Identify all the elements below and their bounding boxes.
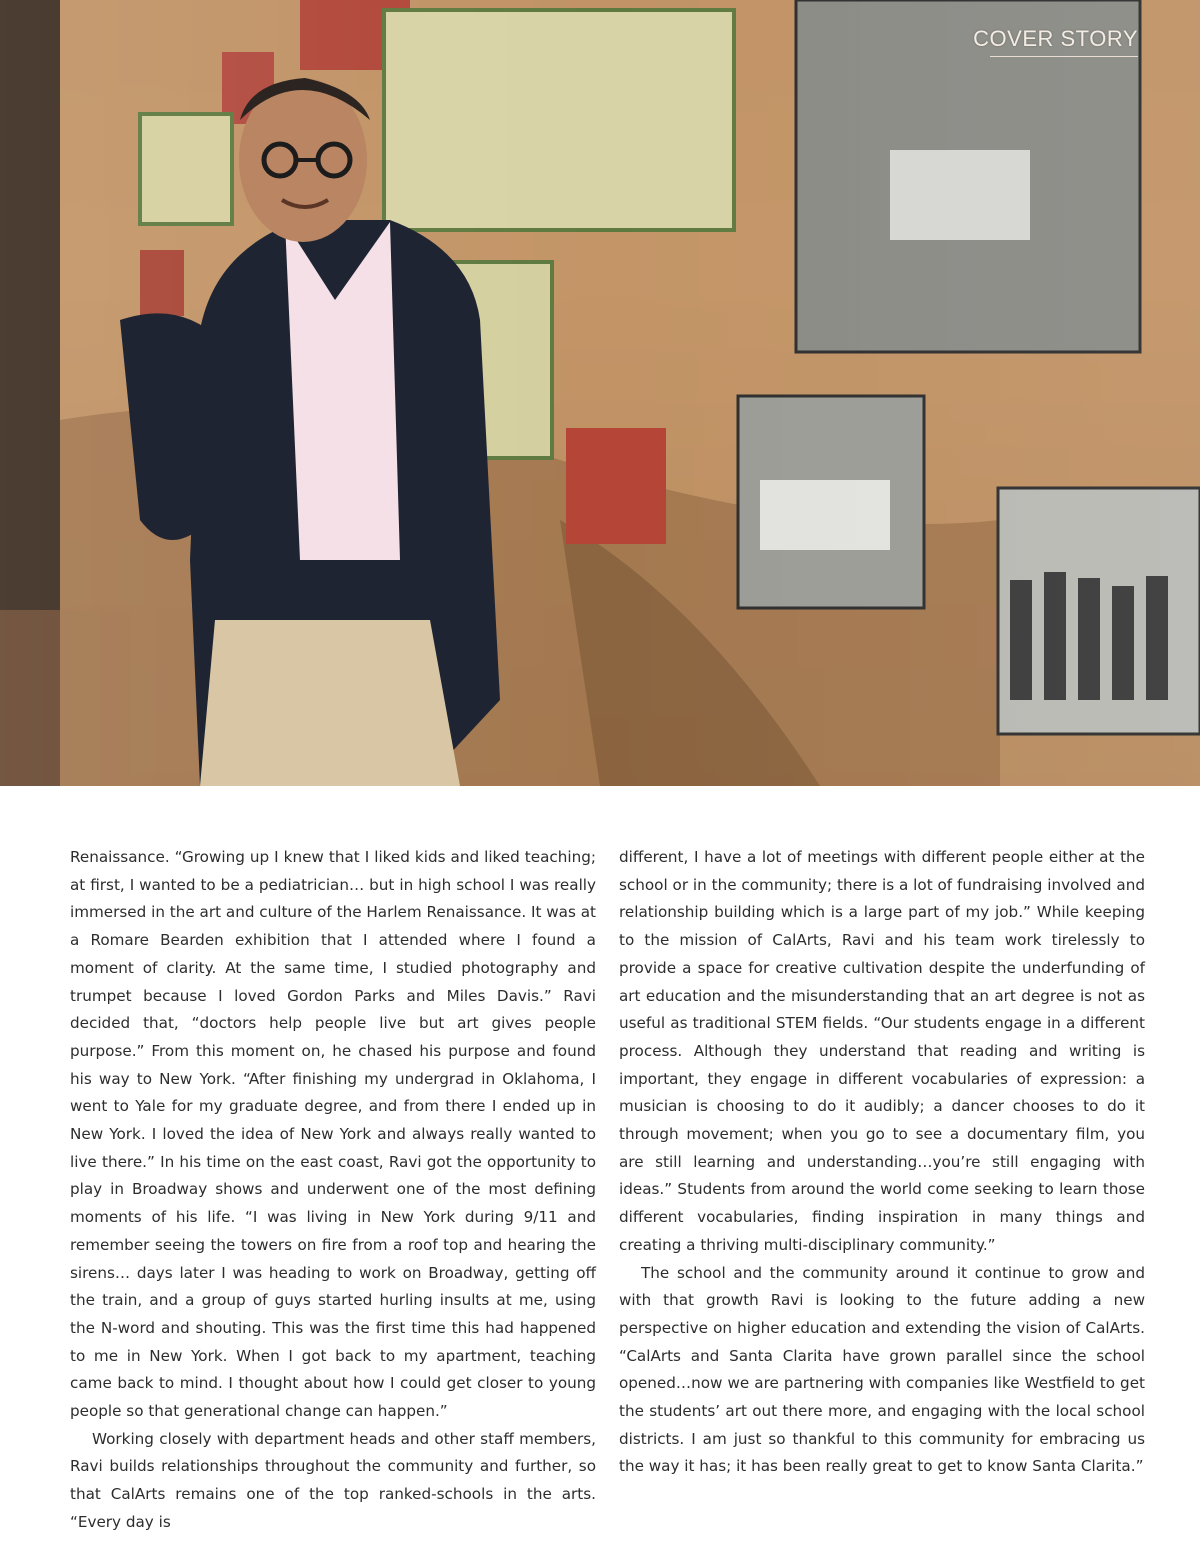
- article-paragraph: Working closely with department heads and other staff members, Ravi builds relationships throughout the community and further, so that CalArts remains one of the top ranked-schools in the arts. “Every day is: [70, 1429, 596, 1531]
- article-column-left: [70, 844, 596, 1537]
- article-paragraph: different, I have a lot of meetings with different people either at the school or in the community; there is a lot of fundraising involved and relationship building which is a large part of my job.” While keeping to the mission of CalArts, Ravi and his team work tirelessly to provide a space for creative cultivation despite the underfunding of art education and the misunderstanding that an art degree is not as useful as traditional STEM fields. “Our students engage in a different process. Although they understand that reading and writing is important, they engage in different vocabularies of expression: a musician is choosing to do it audibly; a dancer chooses to do it through movement; when you go to see a documentary film, you are still learning and understanding…you’re still engaging with ideas.” Students from around the world come seeking to learn those different vocabularies, finding inspiration in many things and creating a thriving multi-disciplinary community.”: [619, 848, 1145, 1254]
- article-paragraph: The school and the community around it continue to grow and with that growth Ravi is looking to the future adding a new perspective on higher education and extending the vision of CalArts. “CalArts and Santa Clarita have grown parallel since the school opened…now we are partnering with companies like Westfield to get the students’ art out there more, and engaging with the local school districts. I am just so thankful to this community for embracing us the way it has; it has been really great to get to know Santa Clarita.”: [619, 1263, 1145, 1476]
- article-paragraph: Renaissance. “Growing up I knew that I liked kids and liked teaching; at first, I wanted to be a pediatrician… but in high school I was really immersed in the art and culture of the Harlem Renaissance. It was at a Romare Bearden exhibition that I attended where I found a moment of clarity. At the same time, I studied photography and trumpet because I loved Gordon Parks and Miles Davis.” Ravi decided that, “doctors help people live but art gives people purpose.” From this moment on, he chased his purpose and found his way to New York. “After finishing my undergrad in Oklahoma, I went to Yale for my graduate degree, and from there I ended up in New York. I loved the idea of New York and always really wanted to live there.” In his time on the east coast, Ravi got the opportunity to play in Broadway shows and underwent one of the most defining moments of his life. “I was living in New York during 9/11 and remember seeing the towers on fire from a roof top and hearing the sirens… days later I was heading to work on Broadway, getting off the train, and a group of guys started hurling insults at me, using the N-word and shouting. This was the first time this had happened to me in New York. When I got back to my apartment, teaching came back to mind. I thought about how I could get closer to young people so that generational change can happen.”: [70, 848, 596, 1421]
- section-tag: COVER STORY: [973, 26, 1138, 51]
- article-column-right: [619, 844, 1145, 1481]
- section-rule: [990, 56, 1138, 57]
